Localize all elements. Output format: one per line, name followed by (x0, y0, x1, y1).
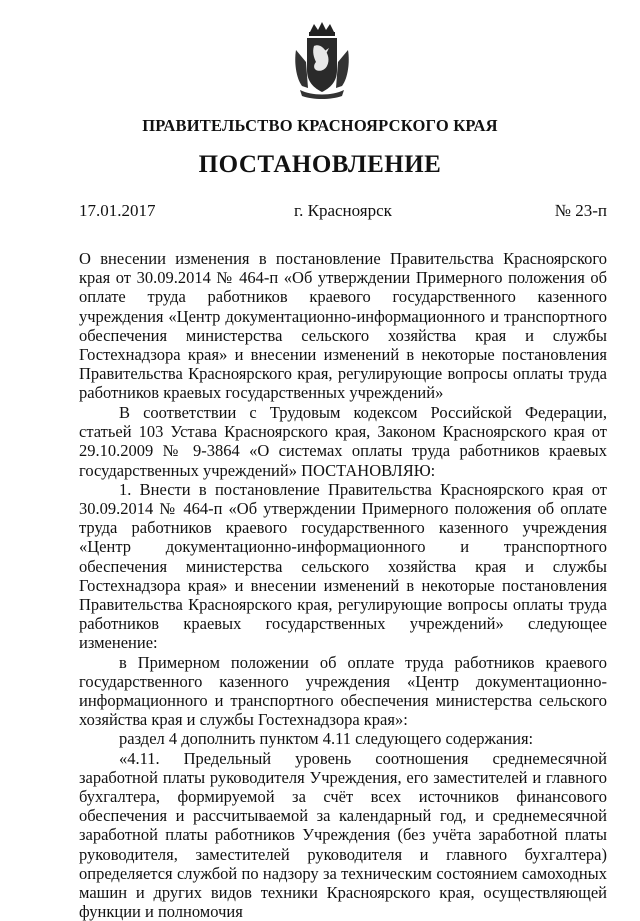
document-number: № 23-п (554, 201, 607, 220)
document-date: 17.01.2017 (79, 201, 156, 220)
body-paragraph-section-4: раздел 4 дополнить пунктом 4.11 следующего содержания: (119, 729, 534, 749)
government-name: ПРАВИТЕЛЬСТВО КРАСНОЯРСКОГО КРАЯ (142, 116, 498, 135)
body-paragraph-4-11: «4.11. Предельный уровень соотношения среднемесячной заработной платы руководителя Учреждения, его заместителей и главного бухгалтера, формируемой за счёт всех источников финансового обеспечения и рассчитываемой за календарный год, и среднемесячной заработной платы работников Учреждения (без учёта заработной платы руководителя, заместителей руководителя и главного бухгалтера) определяется службой по надзору за техническим состоянием самоходных машин и других видов техники Красноярского края, осуществляющей функции и полномочия (79, 748, 607, 921)
document-subject (79, 249, 607, 403)
coat-of-arms-icon (292, 22, 352, 100)
body-paragraph-item-1: 1. Внести в постановление Правительства Красноярского края от 30.09.2014 № 464-п «Об утверждении Примерного положения об оплате труда работников краевого государственного казенного учреждения «Центр документационно-информационного и транспортного обеспечения министерства сельского хозяйства края и службы Гостехнадзора края» и внесении изменений в некоторые постановления Правительства Красноярского края, регулирующие вопросы оплаты труда работников краевых государственных учреждений» следующее изменение: (79, 479, 607, 653)
body-paragraph-regulation: в Примерном положении об оплате труда работников краевого государственного казенного учреждения «Центр документационно-информационного и транспортного обеспечения министерства сельского хозяйства края и службы Гостехнадзора края»: (79, 652, 607, 730)
body-paragraph-preamble: В соответствии с Трудовым кодексом Российской Федерации, статьей 103 Устава Красноярского края, Законом Красноярского края от 29.10.2009 № 9-3864 «О системах оплаты труда работников краевых государственных учреждений» ПОСТАНОВЛЯЮ: (79, 403, 607, 480)
document-meta-row (79, 201, 607, 225)
document-body (79, 403, 607, 921)
document-city: г. Красноярск (294, 201, 392, 220)
document-type-heading: ПОСТАНОВЛЕНИЕ (198, 151, 442, 178)
subject-paragraph: О внесении изменения в постановление Правительства Красноярского края от 30.09.2014 № 464-п «Об утверждении Примерного положения об оплате труда работников краевого государственного казенного учреждения «Центр документационно-информационного и транспортного обеспечения министерства сельского хозяйства края и службы Гостехнадзора края» и внесении изменений в некоторые постановления Правительства Красноярского края, регулирующие вопросы оплаты труда работников краевых государственных учреждений» (79, 249, 607, 403)
